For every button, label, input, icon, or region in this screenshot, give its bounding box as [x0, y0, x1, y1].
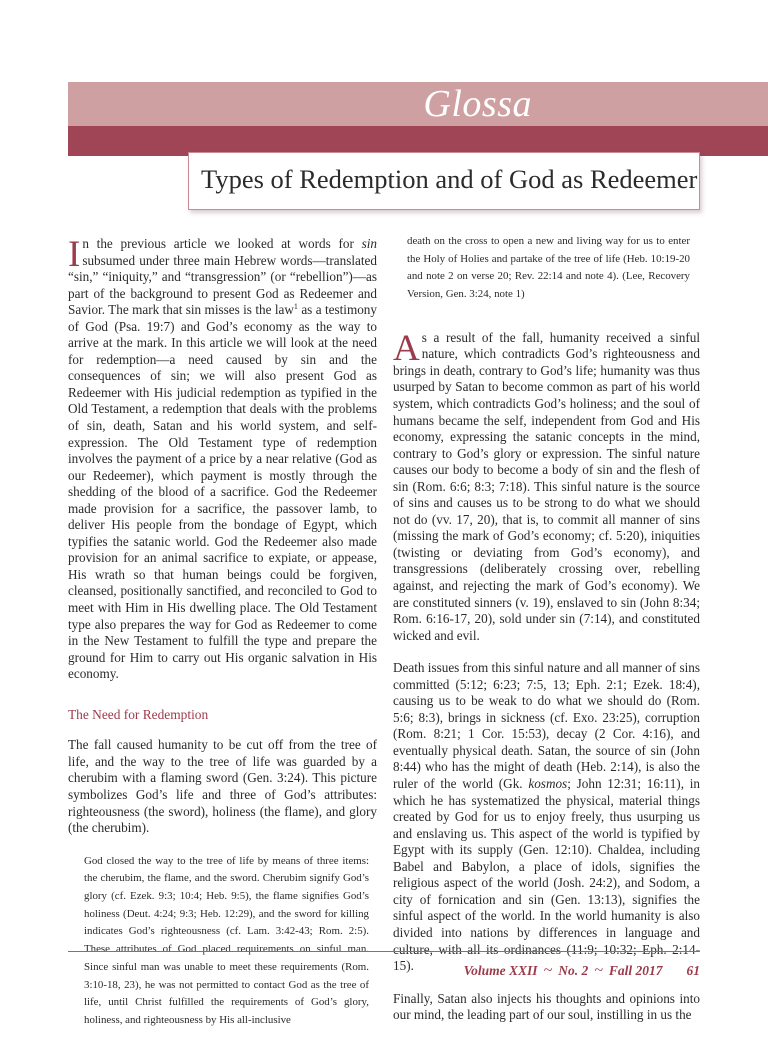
drop-cap: A — [393, 327, 420, 369]
result-paragraph — [393, 327, 700, 644]
death-paragraph — [393, 660, 700, 974]
footer-season: Fall 2017 — [608, 963, 663, 978]
intro-text-b: subsumed under three main Hebrew words—translated “sin,” “iniquity,” and “transgression” (or “rebellion”)—as part of the background to present God as Redeemer and Savior. The mark that sin misses is the law — [68, 252, 377, 318]
death-italic: kosmos — [528, 776, 568, 792]
title-box — [188, 152, 700, 210]
intro-italic: sin — [361, 236, 377, 251]
fall-paragraph: The fall caused humanity to be cut off from the tree of life, and the way to the tree of life was guarded by a cherubim with a flaming sword (Gen. 3:24). This picture symbolizes God’s life and three of God’s attributes: righteousness (the sword), holiness (the flame), and glory (the cherubim). — [68, 737, 377, 836]
block-quote-continued: death on the cross to open a new and living way for us to enter the Holy of Holies and partake of the tree of life (Heb. 10:19-20 and note 2 on verse 20; Rev. 22:14 and note 4). (Lee, Recovery Version, Gen. 3:24, note 1) — [407, 235, 690, 301]
footer-volume: Volume XXII — [463, 963, 538, 978]
bottom-rule — [68, 951, 700, 952]
page-footer — [464, 962, 700, 980]
death-text-b: ; John 12:31; 16:11), in which he has systematized the physical, material things created by God for us to enjoy freely, thus usurping us and enslaving us. This aspect of the world is typified by Egypt with its supply (Gen. 12:10). Chaldea, including Babel and Babylon, a place of idols, signifies the religious aspect of the world (Josh. 24:2), and Sodom, a city of fornication and sin (Gen. 13:13), signifies the sinful aspect of the world. In the world humanity is also divided into nations by differences in language and culture, with all its ordinances (11:9; 10:32; Eph. 2:14-15). — [393, 776, 701, 974]
left-column — [68, 236, 377, 1048]
result-text: s a result of the fall, humanity received a sinful nature, which contradicts God’s righteousness and brings in death, contrary to God’s life; humanity was thus usurped by Satan to become common as part of his world system, which contradicts God’s holiness; and the soul of humans became the self, independent from God and His economy, expressing the satanic concepts in the mind, contrary to God’s glory or expression. The sinful nature causes our body to become a body of sin and the flesh of sin (Rom. 6:6; 8:3; 7:18). This sinful nature is the source of sins and causes us to be strong to do what we should not do (vv. 17, 20), that is, to commit all manner of sins (missing the mark of God’s economy; cf. 5:20), iniquities (twisting or deviating from God’s economy), and transgressions (deliberately crossing over, rebelling against, and rejecting the mark of God’s economy). We are constituted sinners (v. 19), enslaved to sin (John 8:34; Rom. 6:16-17, 20), sold under sin (7:14), and constituted wicked and evil. — [393, 329, 700, 643]
finally-paragraph: Finally, Satan also injects his thoughts and opinions into our mind, the leading part of our soul, instilling in us the — [393, 990, 700, 1023]
page-number: 61 — [686, 963, 700, 978]
section-banner — [68, 82, 768, 126]
section-heading: The Need for Redemption — [68, 706, 209, 722]
footer-number: No. 2 — [558, 963, 589, 978]
footnote-mark: 1 — [293, 302, 298, 312]
death-text-a: Death issues from this sinful nature and all manner of sins committed (5:12; 6:23; 7:5, 13; Eph. 2:1; Ezek. 18:4), causing us to be weak to do what we should do (Rom. 5:6; 8:3), brings in sickness (cf. Exo. 23:25), corruption (Rom. 8:21; 1 Cor. 15:53), decay (2 Cor. 4:16), and eventually physical death. Satan, the source of sin (John 8:44) who has the might of death (Heb. 2:14), is also the ruler of the world (Gk. — [393, 660, 700, 792]
footer-separator: ~ — [543, 962, 553, 979]
intro-text-a: n the previous article we looked at words for — [82, 236, 362, 251]
intro-text-c: as a testimony of God (Psa. 19:7) and God’s economy as the way to arrive at the mark. In this article we will look at the need for redemption—a need caused by sin and the consequences of sin; we will also present God as Redeemer with His judicial redemption as typified in the Old Testament, a redemption that deals with the problems of sin, death, Satan and his world system, and self-expression. The Old Testament type of redemption involves the payment of a price by a near relative (God as our Redeemer), which payment is mostly through the shedding of the blood of a sacrifice. God the Redeemer made provision for a sacrifice, the passover lamb, to deliver His people from the bondage of Egypt, which typifies the satanic world. God the Redeemer also made provision for an animal sacrifice to expiate, or appease, His wrath so that human beings could be forgiven, cleansed, positionally sanctified, and reconciled to God to meet with Him in His dwelling place. The Old Testament type also prepares the way for God as Redeemer to come in the New Testament to fulfill the type and prepare the ground for Him to carry out His organic salvation in His economy. — [68, 302, 377, 682]
block-quote: God closed the way to the tree of life by means of three items: the cherubim, the flame, and the sword. Cherubim signify God’s glory (cf. Ezek. 9:3; 10:4; Heb. 9:5), the flame signifies God’s holiness (Deut. 4:24; 9:3; Heb. 12:29), and the sword for killing indicates God’s righteousness (cf. Lam. 3:42-43; Rom. 2:5). These attributes of God placed requirements on sinful man. Since sinful man was unable to meet these requirements (Rom. 3:10-18, 23), he was not permitted to contact God as the tree of life, until Christ fulfilled the requirements of God’s glory, holiness, and righteousness by His all-inclusive — [84, 854, 369, 1026]
section-name: Glossa — [423, 83, 532, 125]
intro-paragraph — [68, 236, 377, 683]
article-title: Types of Redemption and of God as Redeemer — [201, 164, 698, 194]
footer-separator: ~ — [594, 962, 603, 979]
drop-cap: I — [68, 234, 81, 275]
